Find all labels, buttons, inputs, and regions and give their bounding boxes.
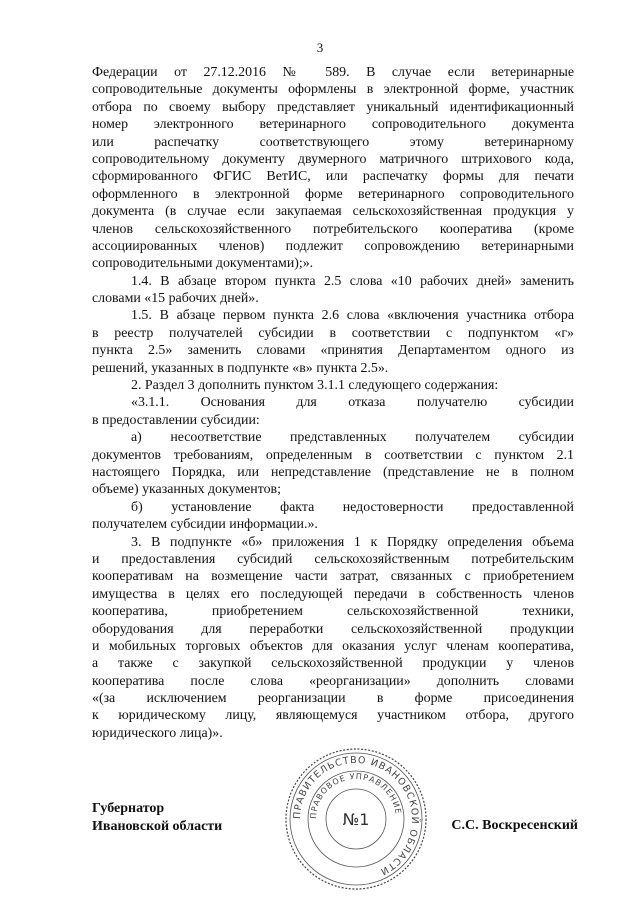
text-line: словами «15 рабочих дней». — [92, 291, 259, 307]
text-line: Федерации от 27.12.2016 № 589. В случае если ветеринарные — [92, 65, 574, 80]
text-line: получателем субсидии информации.». — [92, 517, 318, 533]
text-line: или распечатку соответствующего этому ветеринарному — [92, 134, 574, 150]
text-line: кооператива, приобретением сельскохозяйственной техники, — [92, 604, 574, 620]
text-line: в реестр получателей субсидии в соответствии с подпунктом «г» — [92, 325, 574, 341]
text-line: решений, указанных в подпункте «в» пункта 2.5». — [92, 360, 389, 376]
text-line: кооператива после слова «реорганизации» дополнить словами — [92, 673, 574, 689]
text-line: номер электронного ветеринарного сопроводительного документа — [92, 117, 574, 133]
text-line: отбора по своему выбору представляет уникальный идентификационный — [92, 99, 574, 115]
text-line: сопроводительными документами);». — [92, 256, 314, 272]
text-line: к юридическому лицу, являющемуся участником отбора, другого — [92, 708, 574, 724]
text-line: членов сельскохозяйственного потребительского кооператива (кроме — [92, 221, 574, 237]
signer-name: С.С. Воскресенский — [451, 818, 578, 833]
text-line: сформированного ФГИС ВетИС, или распечатку формы для печати — [92, 169, 574, 185]
text-line: пункта 2.5» заменить словами «принятия Департаментом одного из — [92, 343, 574, 359]
page-number: 3 — [316, 40, 324, 55]
stamp-outer-text: ПРАВИТЕЛЬСТВО ИВАНОВСКОЙ ОБЛАСТИ — [291, 754, 421, 878]
text-line: имущества в целях его последующей передачи в собственность членов — [92, 586, 574, 602]
text-line: оформленного в электронной форме ветеринарного сопроводительного — [92, 186, 574, 202]
text-line: а также с закупкой сельскохозяйственной продукции у членов — [92, 656, 574, 672]
signature-title-line1: Губернатор — [92, 801, 165, 816]
text-line: юридического лица)». — [92, 725, 223, 741]
text-line: 1.4. В абзаце втором пункта 2.5 слова «10 рабочих дней» заменить — [131, 273, 574, 289]
text-line: а) несоответствие представленных получателем субсидии — [131, 430, 574, 446]
signature-title — [92, 800, 222, 836]
text-line: 2. Раздел 3 дополнить пунктом 3.1.1 следующего содержания: — [131, 378, 499, 394]
document-body — [92, 64, 574, 742]
stamp-inner-text: ПРАВОВОЕ УПРАВЛЕНИЕ — [308, 771, 403, 820]
signature-title-line2: Ивановской области — [92, 819, 223, 834]
text-line: сопроводительные документы оформлены в электронной форме, участник — [92, 82, 574, 98]
text-line: 1.5. В абзаце первом пункта 2.6 слова «включения участника отбора — [131, 308, 574, 324]
stamp-number: №1 — [342, 810, 370, 829]
text-line: «(за исключением реорганизации в форме присоединения — [92, 691, 574, 707]
text-line: «3.1.1. Основания для отказа получателю субсидии — [131, 395, 574, 411]
official-stamp — [282, 745, 430, 893]
text-line: кооперативам на возмещение части затрат, связанных с приобретением — [92, 569, 574, 585]
text-line: 3. В подпункте «б» приложения 1 к Порядку определения объема — [131, 534, 574, 550]
text-line: объеме) указанных документов; — [92, 482, 281, 498]
text-line: ассоциированных членов) подлежит сопровождению ветеринарными — [92, 238, 574, 254]
text-line: и предоставления субсидий сельскохозяйственным потребительским — [92, 551, 574, 567]
text-line: б) установление факта недостоверности предоставленной — [131, 499, 574, 515]
text-line: и мобильных торговых объектов для оказания услуг членам кооператива, — [92, 638, 574, 654]
text-line: сопроводительному документу двумерного матричного штрихового кода, — [92, 151, 574, 167]
text-line: документов требованиям, определенным в соответствии с пунктом 2.1 — [92, 447, 574, 463]
text-line: настоящего Порядка, или непредставление (представление не в полном — [92, 464, 574, 480]
text-line: документа (в случае если закупаемая сельскохозяйственная продукция у — [92, 204, 574, 220]
text-line: оборудования для переработки сельскохозяйственной продукции — [92, 621, 574, 637]
text-line: в предоставлении субсидии: — [92, 412, 260, 428]
